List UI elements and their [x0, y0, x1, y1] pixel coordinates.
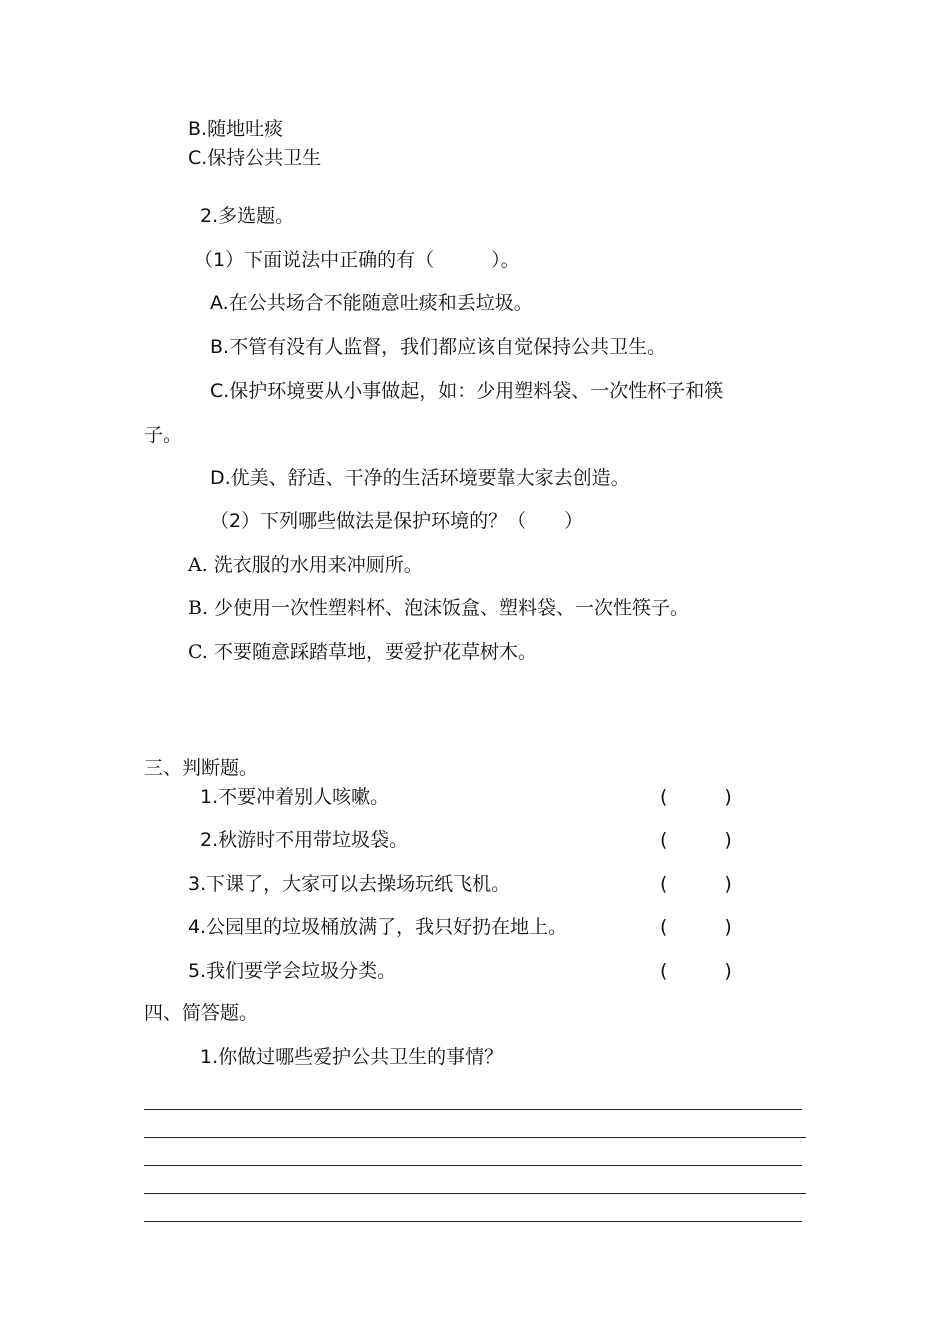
judge-item-4: 4.公园里的垃圾桶放满了，我只好扔在地上。: [188, 916, 568, 938]
judge-answer-blank-4[interactable]: ( ): [660, 916, 732, 938]
answer-line-1[interactable]: [144, 1109, 802, 1110]
multi-q1-option-c-line1: C.保护环境要从小事做起，如：少用塑料袋、一次性杯子和筷: [210, 380, 724, 402]
multi-q2-stem: （2）下列哪些做法是保护环境的？（ ）: [210, 510, 584, 532]
judge-heading: 三、判断题。: [144, 757, 259, 779]
option-c-text: C.保持公共卫生: [188, 147, 322, 169]
judge-item-2: 2.秋游时不用带垃圾袋。: [200, 829, 409, 851]
short-answer-q1: 1.你做过哪些爱护公共卫生的事情？: [200, 1046, 504, 1068]
judge-answer-blank-3[interactable]: ( ): [660, 873, 732, 895]
answer-line-5[interactable]: [144, 1221, 802, 1222]
multi-choice-heading: 2.多选题。: [200, 205, 295, 227]
judge-answer-blank-2[interactable]: ( ): [660, 829, 732, 851]
option-b-text: B.随地吐痰: [188, 118, 284, 140]
judge-answer-blank-1[interactable]: ( ): [660, 786, 732, 808]
judge-item-1: 1.不要冲着别人咳嗽。: [200, 786, 390, 808]
answer-line-3[interactable]: [144, 1165, 802, 1166]
answer-line-2[interactable]: [144, 1137, 806, 1138]
multi-q2-option-a: A. 洗衣服的水用来冲厕所。: [188, 554, 423, 576]
multi-q1-option-c-line2: 子。: [144, 424, 183, 446]
multi-q1-option-d: D.优美、舒适、干净的生活环境要靠大家去创造。: [210, 467, 630, 489]
multi-q2-option-b: B. 少使用一次性塑料杯、泡沫饭盒、塑料袋、一次性筷子。: [188, 597, 690, 619]
multi-q1-stem: （1）下面说法中正确的有（ ）。: [194, 249, 520, 271]
judge-answer-blank-5[interactable]: ( ): [660, 960, 732, 982]
short-answer-heading: 四、简答题。: [144, 1002, 259, 1024]
judge-item-3: 3.下课了，大家可以去操场玩纸飞机。: [188, 873, 511, 895]
multi-q1-option-b: B.不管有没有人监督，我们都应该自觉保持公共卫生。: [210, 336, 667, 358]
multi-q1-option-a: A.在公共场合不能随意吐痰和丢垃圾。: [210, 292, 533, 314]
judge-item-5: 5.我们要学会垃圾分类。: [188, 960, 397, 982]
answer-line-4[interactable]: [144, 1193, 806, 1194]
multi-q2-option-c: C. 不要随意踩踏草地，要爱护花草树木。: [188, 641, 537, 663]
